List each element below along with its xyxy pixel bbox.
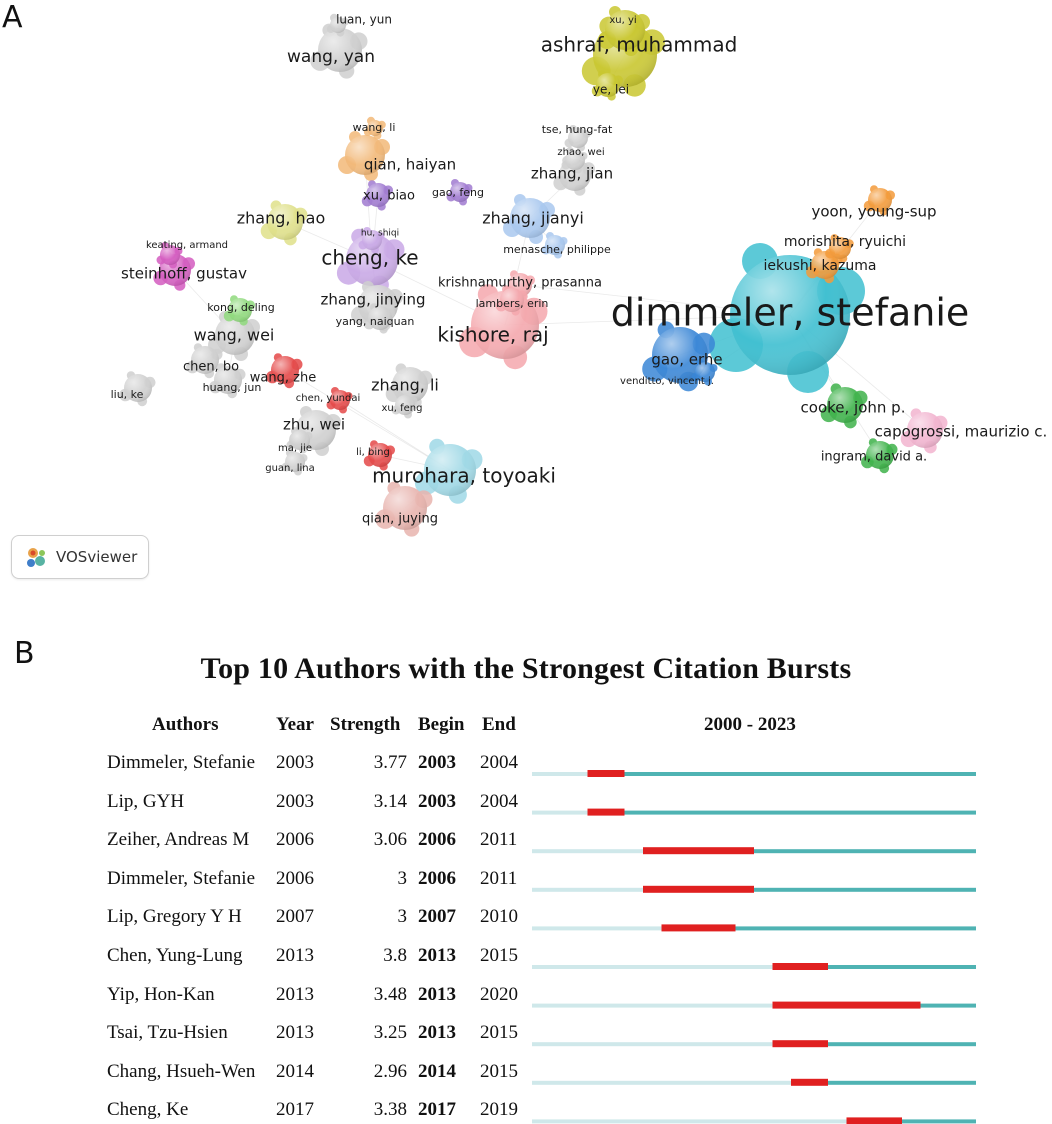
burst-bar bbox=[847, 1117, 903, 1124]
network-node-label: guan, lina bbox=[265, 463, 315, 474]
network-node-label: zhao, wei bbox=[557, 147, 605, 158]
burst-end: 2015 bbox=[480, 1060, 518, 1082]
network-node-label: luan, yun bbox=[336, 12, 392, 27]
author-year: 2006 bbox=[276, 829, 314, 851]
network-node-label: chen, bo bbox=[182, 359, 240, 375]
author-year: 2013 bbox=[276, 945, 314, 966]
network-node-label: lambers, erin bbox=[475, 297, 549, 310]
header-end: End bbox=[482, 714, 516, 735]
burst-end: 2020 bbox=[480, 983, 518, 1005]
timeline-inactive-bar bbox=[532, 1004, 773, 1008]
author-name: Cheng, Ke bbox=[107, 1099, 189, 1121]
burst-begin: 2013 bbox=[418, 1022, 456, 1044]
network-node-label: xu, yi bbox=[609, 15, 637, 26]
vosviewer-badge[interactable] bbox=[11, 535, 149, 579]
network-node-label: gao, erhe bbox=[651, 350, 723, 369]
burst-strength: 2.96 bbox=[373, 1060, 407, 1082]
burst-end: 2011 bbox=[480, 829, 518, 851]
burst-bar bbox=[662, 924, 736, 931]
network-node-label: keating, armand bbox=[145, 240, 229, 251]
timeline-active-bar bbox=[588, 772, 977, 776]
vosviewer-label: VOSviewer bbox=[56, 548, 138, 566]
burst-bar bbox=[643, 886, 754, 893]
network-node-label: kong, deling bbox=[207, 301, 275, 314]
burst-bar bbox=[791, 1079, 828, 1086]
citation-burst-table bbox=[0, 700, 1052, 1124]
author-name: Chang, Hsueh-Wen bbox=[107, 1060, 256, 1082]
burst-end: 2015 bbox=[480, 1022, 518, 1044]
burst-strength: 3 bbox=[397, 906, 407, 928]
header-strength: Strength bbox=[330, 714, 401, 735]
network-node-label: ashraf, muhammad bbox=[540, 32, 738, 57]
burst-begin: 2013 bbox=[418, 983, 456, 1005]
burst-bar bbox=[588, 770, 625, 777]
timeline-inactive-bar bbox=[532, 1042, 773, 1046]
network-node-label: morishita, ryuichi bbox=[783, 234, 907, 250]
network-node-label: wang, wei bbox=[193, 325, 275, 345]
header-year: Year bbox=[276, 714, 314, 735]
burst-strength: 3.25 bbox=[373, 1022, 407, 1044]
burst-bar bbox=[588, 809, 625, 816]
author-name: Tsai, Tzu-Hsien bbox=[107, 1022, 228, 1044]
network-labels bbox=[111, 13, 1048, 527]
network-node-label: yoon, young-sup bbox=[811, 202, 937, 221]
network-node-label: ingram, david a. bbox=[820, 449, 928, 465]
header-begin: Begin bbox=[418, 714, 465, 735]
network-node-label: xu, feng bbox=[381, 403, 423, 414]
timeline-inactive-bar bbox=[532, 1081, 791, 1085]
burst-begin: 2006 bbox=[418, 829, 456, 851]
author-name: Dimmeler, Stefanie bbox=[107, 752, 256, 773]
network-node-label: kishore, raj bbox=[437, 322, 549, 347]
burst-begin: 2003 bbox=[418, 790, 456, 812]
timeline-inactive-bar bbox=[532, 849, 643, 853]
network-node-label: menasche, philippe bbox=[503, 243, 611, 256]
author-year: 2006 bbox=[276, 867, 314, 889]
network-node-label: iekushi, kazuma bbox=[763, 258, 877, 274]
network-node-label: venditto, vincent j. bbox=[620, 376, 714, 387]
timeline-inactive-bar bbox=[532, 1119, 847, 1123]
burst-end: 2015 bbox=[480, 945, 518, 966]
network-node-label: ma, jie bbox=[278, 443, 312, 454]
network-node-label: xu, biao bbox=[363, 188, 415, 204]
burst-bar bbox=[773, 1002, 921, 1009]
author-year: 2014 bbox=[276, 1060, 314, 1082]
header-timeline-range: 2000 - 2023 bbox=[704, 714, 796, 735]
author-name: Zeiher, Andreas M bbox=[107, 829, 250, 851]
author-year: 2003 bbox=[276, 790, 314, 812]
burst-begin: 2006 bbox=[418, 867, 456, 889]
burst-begin: 2003 bbox=[418, 752, 456, 773]
network-node-label: zhang, hao bbox=[236, 208, 326, 228]
author-name: Dimmeler, Stefanie bbox=[107, 867, 256, 889]
burst-chart-title: Top 10 Authors with the Strongest Citation Bursts bbox=[200, 652, 852, 685]
burst-bar bbox=[773, 963, 829, 970]
timeline-inactive-bar bbox=[532, 772, 588, 776]
burst-end: 2019 bbox=[480, 1099, 518, 1121]
author-year: 2007 bbox=[276, 906, 314, 928]
network-node-label: zhang, jian bbox=[530, 164, 614, 183]
burst-begin: 2017 bbox=[418, 1099, 456, 1121]
network-node-label: liu, ke bbox=[110, 388, 144, 401]
burst-strength: 3.8 bbox=[383, 945, 407, 966]
burst-end: 2004 bbox=[480, 752, 518, 773]
network-node-label: murohara, toyoaki bbox=[372, 463, 556, 488]
burst-strength: 3 bbox=[397, 867, 407, 889]
burst-strength: 3.06 bbox=[373, 829, 407, 851]
network-node-label: krishnamurthy, prasanna bbox=[438, 275, 602, 291]
author-year: 2017 bbox=[276, 1099, 314, 1121]
burst-strength: 3.14 bbox=[373, 790, 407, 812]
network-node-label: tse, hung-fat bbox=[541, 123, 613, 136]
network-node-label: wang, li bbox=[352, 121, 396, 134]
burst-begin: 2013 bbox=[418, 945, 456, 966]
author-name: Yip, Hon-Kan bbox=[107, 983, 215, 1005]
vosviewer-logo-icon bbox=[24, 544, 50, 570]
burst-begin: 2007 bbox=[418, 906, 456, 928]
network-node-label: qian, juying bbox=[362, 511, 438, 527]
network-node-label: steinhoff, gustav bbox=[121, 264, 247, 283]
network-node-label: chen, yundai bbox=[295, 393, 361, 404]
network-node-label: zhang, li bbox=[371, 375, 439, 395]
author-year: 2013 bbox=[276, 1022, 314, 1044]
network-node-label: hu, shiqi bbox=[360, 228, 400, 239]
timeline-inactive-bar bbox=[532, 811, 588, 815]
network-node-label: capogrossi, maurizio c. bbox=[874, 422, 1048, 441]
network-node-label: wang, zhe bbox=[249, 370, 317, 386]
network-node-label: li, bing bbox=[356, 447, 390, 458]
burst-begin: 2014 bbox=[418, 1060, 456, 1082]
burst-strength: 3.38 bbox=[373, 1099, 407, 1121]
author-year: 2013 bbox=[276, 983, 314, 1005]
burst-end: 2004 bbox=[480, 790, 518, 812]
author-year: 2003 bbox=[276, 752, 314, 773]
burst-strength: 3.77 bbox=[373, 752, 407, 773]
author-name: Lip, Gregory Y H bbox=[107, 906, 242, 928]
burst-end: 2011 bbox=[480, 867, 518, 889]
network-node-label: cheng, ke bbox=[321, 245, 419, 270]
network-node-label: ye, lei bbox=[592, 82, 630, 97]
timeline-inactive-bar bbox=[532, 888, 643, 892]
network-node-label: wang, yan bbox=[287, 47, 375, 67]
burst-strength: 3.48 bbox=[373, 983, 407, 1005]
network-node-label: gao, feng bbox=[431, 186, 485, 199]
timeline-active-bar bbox=[588, 811, 977, 815]
timeline-inactive-bar bbox=[532, 965, 773, 969]
author-name: Lip, GYH bbox=[107, 790, 185, 812]
burst-end: 2010 bbox=[480, 906, 518, 928]
network-node-label: qian, haiyan bbox=[363, 155, 457, 174]
header-authors: Authors bbox=[152, 714, 219, 735]
network-node-label: zhang, jinying bbox=[320, 290, 426, 309]
timeline-inactive-bar bbox=[532, 926, 662, 930]
panel-a-label: A bbox=[2, 0, 23, 35]
author-name: Chen, Yung-Lung bbox=[107, 945, 243, 966]
network-node-label: yang, naiquan bbox=[335, 315, 415, 328]
network-node-label: zhang, jianyi bbox=[482, 208, 584, 228]
panel-b-label: B bbox=[14, 636, 35, 671]
burst-bar bbox=[643, 847, 754, 854]
network-node-label: cooke, john p. bbox=[800, 398, 906, 417]
network-node-label: huang, jun bbox=[202, 381, 262, 394]
network-node-label: dimmeler, stefanie bbox=[610, 290, 970, 335]
burst-bar bbox=[773, 1040, 829, 1047]
network-node-label: zhu, wei bbox=[282, 415, 346, 434]
